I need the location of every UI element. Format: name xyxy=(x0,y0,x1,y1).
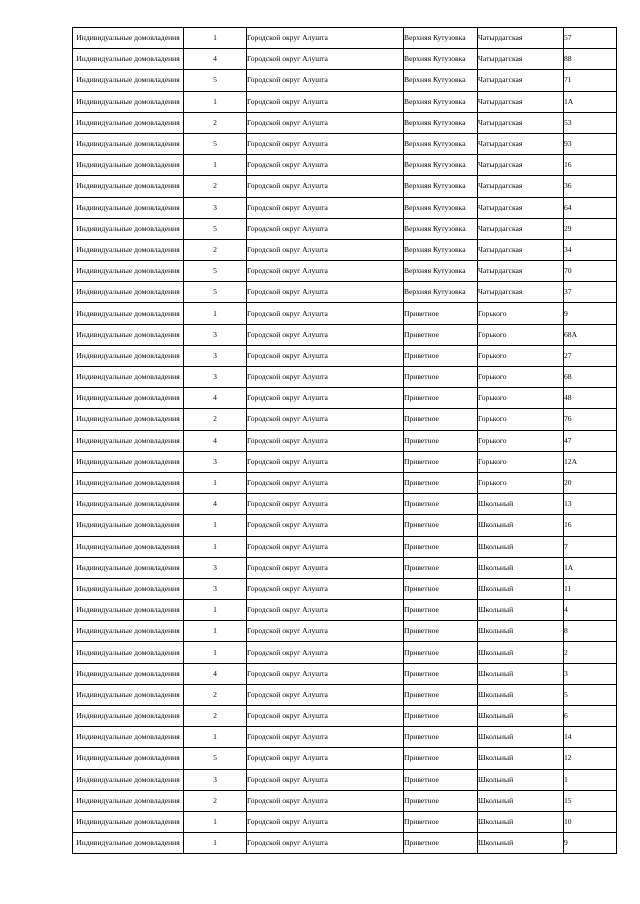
street-cell: Чатырдагская xyxy=(478,155,564,176)
table-row xyxy=(73,727,617,748)
municipality-cell: Городской округ Алушта xyxy=(247,600,404,621)
house-number-cell: 37 xyxy=(564,282,617,303)
street-cell: Горького xyxy=(478,367,564,388)
street-cell: Школьный xyxy=(478,600,564,621)
municipality-cell: Городской округ Алушта xyxy=(247,239,404,260)
locality-cell: Верхняя Кутузовка xyxy=(404,28,478,49)
house-number-cell: 47 xyxy=(564,430,617,451)
housing-table xyxy=(72,27,617,854)
municipality-cell: Городской округ Алушта xyxy=(247,345,404,366)
count-cell: 3 xyxy=(184,367,247,388)
table-row xyxy=(73,239,617,260)
count-cell: 5 xyxy=(184,218,247,239)
locality-cell: Верхняя Кутузовка xyxy=(404,133,478,154)
house-number-cell: 10 xyxy=(564,811,617,832)
count-cell: 1 xyxy=(184,833,247,854)
street-cell: Чатырдагская xyxy=(478,282,564,303)
count-cell: 5 xyxy=(184,748,247,769)
street-cell: Школьный xyxy=(478,578,564,599)
count-cell: 2 xyxy=(184,176,247,197)
table-row xyxy=(73,706,617,727)
street-cell: Школьный xyxy=(478,663,564,684)
locality-cell: Приветное xyxy=(404,536,478,557)
street-cell: Горького xyxy=(478,409,564,430)
house-number-cell: 76 xyxy=(564,409,617,430)
housing-type-cell: Индивидуальные домовладения xyxy=(73,621,184,642)
table-row xyxy=(73,324,617,345)
locality-cell: Приветное xyxy=(404,472,478,493)
house-number-cell: 6 xyxy=(564,706,617,727)
municipality-cell: Городской округ Алушта xyxy=(247,430,404,451)
count-cell: 4 xyxy=(184,663,247,684)
street-cell: Школьный xyxy=(478,833,564,854)
house-number-cell: 20 xyxy=(564,472,617,493)
table-row xyxy=(73,621,617,642)
housing-type-cell: Индивидуальные домовладения xyxy=(73,684,184,705)
house-number-cell: 13 xyxy=(564,494,617,515)
count-cell: 2 xyxy=(184,409,247,430)
house-number-cell: 11 xyxy=(564,578,617,599)
municipality-cell: Городской округ Алушта xyxy=(247,621,404,642)
housing-type-cell: Индивидуальные домовладения xyxy=(73,91,184,112)
street-cell: Чатырдагская xyxy=(478,197,564,218)
municipality-cell: Городской округ Алушта xyxy=(247,494,404,515)
house-number-cell: 71 xyxy=(564,70,617,91)
table-row xyxy=(73,261,617,282)
count-cell: 3 xyxy=(184,769,247,790)
housing-type-cell: Индивидуальные домовладения xyxy=(73,600,184,621)
housing-type-cell: Индивидуальные домовладения xyxy=(73,388,184,409)
table-row xyxy=(73,49,617,70)
count-cell: 4 xyxy=(184,388,247,409)
housing-type-cell: Индивидуальные домовладения xyxy=(73,218,184,239)
locality-cell: Приветное xyxy=(404,769,478,790)
municipality-cell: Городской округ Алушта xyxy=(247,197,404,218)
housing-type-cell: Индивидуальные домовладения xyxy=(73,133,184,154)
municipality-cell: Городской округ Алушта xyxy=(247,684,404,705)
locality-cell: Приветное xyxy=(404,451,478,472)
locality-cell: Приветное xyxy=(404,790,478,811)
housing-type-cell: Индивидуальные домовладения xyxy=(73,367,184,388)
street-cell: Школьный xyxy=(478,727,564,748)
table-row xyxy=(73,494,617,515)
locality-cell: Приветное xyxy=(404,430,478,451)
house-number-cell: 7 xyxy=(564,536,617,557)
house-number-cell: 8 xyxy=(564,621,617,642)
municipality-cell: Городской округ Алушта xyxy=(247,388,404,409)
municipality-cell: Городской округ Алушта xyxy=(247,790,404,811)
count-cell: 1 xyxy=(184,600,247,621)
municipality-cell: Городской округ Алушта xyxy=(247,367,404,388)
municipality-cell: Городской округ Алушта xyxy=(247,409,404,430)
street-cell: Горького xyxy=(478,388,564,409)
housing-type-cell: Индивидуальные домовладения xyxy=(73,49,184,70)
locality-cell: Верхняя Кутузовка xyxy=(404,112,478,133)
house-number-cell: 9 xyxy=(564,303,617,324)
count-cell: 3 xyxy=(184,578,247,599)
table-row xyxy=(73,112,617,133)
house-number-cell: 12 xyxy=(564,748,617,769)
housing-type-cell: Индивидуальные домовладения xyxy=(73,833,184,854)
housing-type-cell: Индивидуальные домовладения xyxy=(73,451,184,472)
house-number-cell: 64 xyxy=(564,197,617,218)
housing-type-cell: Индивидуальные домовладения xyxy=(73,409,184,430)
table-row xyxy=(73,790,617,811)
locality-cell: Приветное xyxy=(404,303,478,324)
street-cell: Горького xyxy=(478,451,564,472)
table-row xyxy=(73,282,617,303)
street-cell: Чатырдагская xyxy=(478,91,564,112)
table-row xyxy=(73,811,617,832)
house-number-cell: 57 xyxy=(564,28,617,49)
count-cell: 1 xyxy=(184,621,247,642)
street-cell: Школьный xyxy=(478,557,564,578)
count-cell: 1 xyxy=(184,472,247,493)
table-row xyxy=(73,748,617,769)
locality-cell: Приветное xyxy=(404,324,478,345)
housing-type-cell: Индивидуальные домовладения xyxy=(73,70,184,91)
table-row xyxy=(73,197,617,218)
street-cell: Горького xyxy=(478,303,564,324)
table-row xyxy=(73,769,617,790)
housing-type-cell: Индивидуальные домовладения xyxy=(73,472,184,493)
table-row xyxy=(73,833,617,854)
locality-cell: Приветное xyxy=(404,494,478,515)
count-cell: 5 xyxy=(184,282,247,303)
street-cell: Школьный xyxy=(478,769,564,790)
municipality-cell: Городской округ Алушта xyxy=(247,663,404,684)
municipality-cell: Городской округ Алушта xyxy=(247,261,404,282)
street-cell: Чатырдагская xyxy=(478,261,564,282)
housing-type-cell: Индивидуальные домовладения xyxy=(73,303,184,324)
street-cell: Чатырдагская xyxy=(478,49,564,70)
count-cell: 1 xyxy=(184,727,247,748)
locality-cell: Приветное xyxy=(404,578,478,599)
count-cell: 1 xyxy=(184,515,247,536)
count-cell: 4 xyxy=(184,430,247,451)
count-cell: 2 xyxy=(184,112,247,133)
locality-cell: Верхняя Кутузовка xyxy=(404,218,478,239)
housing-type-cell: Индивидуальные домовладения xyxy=(73,578,184,599)
house-number-cell: 68А xyxy=(564,324,617,345)
locality-cell: Приветное xyxy=(404,833,478,854)
table-row xyxy=(73,600,617,621)
table-row xyxy=(73,515,617,536)
housing-type-cell: Индивидуальные домовладения xyxy=(73,494,184,515)
count-cell: 2 xyxy=(184,790,247,811)
table-row xyxy=(73,409,617,430)
table-row xyxy=(73,176,617,197)
table-row xyxy=(73,536,617,557)
housing-type-cell: Индивидуальные домовладения xyxy=(73,239,184,260)
municipality-cell: Городской округ Алушта xyxy=(247,515,404,536)
locality-cell: Верхняя Кутузовка xyxy=(404,70,478,91)
table-row xyxy=(73,557,617,578)
house-number-cell: 16 xyxy=(564,515,617,536)
municipality-cell: Городской округ Алушта xyxy=(247,70,404,91)
municipality-cell: Городской округ Алушта xyxy=(247,727,404,748)
housing-type-cell: Индивидуальные домовладения xyxy=(73,112,184,133)
table-row xyxy=(73,303,617,324)
street-cell: Чатырдагская xyxy=(478,112,564,133)
count-cell: 1 xyxy=(184,536,247,557)
municipality-cell: Городской округ Алушта xyxy=(247,536,404,557)
street-cell: Горького xyxy=(478,324,564,345)
housing-type-cell: Индивидуальные домовладения xyxy=(73,176,184,197)
house-number-cell: 4 xyxy=(564,600,617,621)
table-row xyxy=(73,133,617,154)
locality-cell: Приветное xyxy=(404,600,478,621)
street-cell: Чатырдагская xyxy=(478,239,564,260)
table-row xyxy=(73,642,617,663)
count-cell: 5 xyxy=(184,133,247,154)
house-number-cell: 88 xyxy=(564,49,617,70)
locality-cell: Приветное xyxy=(404,388,478,409)
locality-cell: Верхняя Кутузовка xyxy=(404,239,478,260)
house-number-cell: 36 xyxy=(564,176,617,197)
locality-cell: Приветное xyxy=(404,367,478,388)
table-row xyxy=(73,472,617,493)
count-cell: 1 xyxy=(184,155,247,176)
count-cell: 4 xyxy=(184,494,247,515)
housing-type-cell: Индивидуальные домовладения xyxy=(73,536,184,557)
count-cell: 1 xyxy=(184,28,247,49)
locality-cell: Приветное xyxy=(404,409,478,430)
municipality-cell: Городской округ Алушта xyxy=(247,282,404,303)
housing-type-cell: Индивидуальные домовладения xyxy=(73,769,184,790)
street-cell: Школьный xyxy=(478,515,564,536)
municipality-cell: Городской округ Алушта xyxy=(247,811,404,832)
locality-cell: Верхняя Кутузовка xyxy=(404,282,478,303)
municipality-cell: Городской округ Алушта xyxy=(247,706,404,727)
count-cell: 2 xyxy=(184,706,247,727)
count-cell: 5 xyxy=(184,70,247,91)
municipality-cell: Городской округ Алушта xyxy=(247,133,404,154)
municipality-cell: Городской округ Алушта xyxy=(247,451,404,472)
housing-type-cell: Индивидуальные домовладения xyxy=(73,790,184,811)
municipality-cell: Городской округ Алушта xyxy=(247,472,404,493)
housing-type-cell: Индивидуальные домовладения xyxy=(73,155,184,176)
locality-cell: Приветное xyxy=(404,557,478,578)
municipality-cell: Городской округ Алушта xyxy=(247,303,404,324)
municipality-cell: Городской округ Алушта xyxy=(247,155,404,176)
house-number-cell: 29 xyxy=(564,218,617,239)
house-number-cell: 70 xyxy=(564,261,617,282)
locality-cell: Приветное xyxy=(404,748,478,769)
housing-type-cell: Индивидуальные домовладения xyxy=(73,642,184,663)
house-number-cell: 48 xyxy=(564,388,617,409)
street-cell: Горького xyxy=(478,430,564,451)
house-number-cell: 16 xyxy=(564,155,617,176)
table-row xyxy=(73,155,617,176)
street-cell: Школьный xyxy=(478,494,564,515)
locality-cell: Приветное xyxy=(404,621,478,642)
locality-cell: Приветное xyxy=(404,642,478,663)
street-cell: Школьный xyxy=(478,811,564,832)
street-cell: Чатырдагская xyxy=(478,176,564,197)
table-row xyxy=(73,578,617,599)
house-number-cell: 1А xyxy=(564,557,617,578)
table-row xyxy=(73,218,617,239)
housing-type-cell: Индивидуальные домовладения xyxy=(73,324,184,345)
table-row xyxy=(73,663,617,684)
locality-cell: Приветное xyxy=(404,727,478,748)
street-cell: Школьный xyxy=(478,536,564,557)
housing-type-cell: Индивидуальные домовладения xyxy=(73,345,184,366)
street-cell: Школьный xyxy=(478,642,564,663)
housing-type-cell: Индивидуальные домовладения xyxy=(73,811,184,832)
housing-type-cell: Индивидуальные домовладения xyxy=(73,663,184,684)
municipality-cell: Городской округ Алушта xyxy=(247,642,404,663)
table-row xyxy=(73,451,617,472)
municipality-cell: Городской округ Алушта xyxy=(247,833,404,854)
house-number-cell: 53 xyxy=(564,112,617,133)
housing-type-cell: Индивидуальные домовладения xyxy=(73,748,184,769)
count-cell: 2 xyxy=(184,684,247,705)
street-cell: Чатырдагская xyxy=(478,28,564,49)
locality-cell: Приветное xyxy=(404,515,478,536)
table-row xyxy=(73,684,617,705)
house-number-cell: 3 xyxy=(564,663,617,684)
street-cell: Школьный xyxy=(478,684,564,705)
street-cell: Школьный xyxy=(478,748,564,769)
count-cell: 3 xyxy=(184,197,247,218)
count-cell: 1 xyxy=(184,91,247,112)
street-cell: Школьный xyxy=(478,621,564,642)
table-row xyxy=(73,28,617,49)
count-cell: 2 xyxy=(184,239,247,260)
housing-type-cell: Индивидуальные домовладения xyxy=(73,515,184,536)
table-row xyxy=(73,91,617,112)
table-row xyxy=(73,430,617,451)
municipality-cell: Городской округ Алушта xyxy=(247,769,404,790)
house-number-cell: 2 xyxy=(564,642,617,663)
locality-cell: Верхняя Кутузовка xyxy=(404,261,478,282)
house-number-cell: 1 xyxy=(564,769,617,790)
housing-type-cell: Индивидуальные домовладения xyxy=(73,557,184,578)
count-cell: 3 xyxy=(184,324,247,345)
street-cell: Горького xyxy=(478,345,564,366)
table-row xyxy=(73,367,617,388)
house-number-cell: 34 xyxy=(564,239,617,260)
housing-type-cell: Индивидуальные домовладения xyxy=(73,28,184,49)
locality-cell: Приветное xyxy=(404,706,478,727)
municipality-cell: Городской округ Алушта xyxy=(247,557,404,578)
housing-type-cell: Индивидуальные домовладения xyxy=(73,727,184,748)
locality-cell: Приветное xyxy=(404,684,478,705)
house-number-cell: 5 xyxy=(564,684,617,705)
street-cell: Чатырдагская xyxy=(478,133,564,154)
house-number-cell: 9 xyxy=(564,833,617,854)
street-cell: Горького xyxy=(478,472,564,493)
house-number-cell: 68 xyxy=(564,367,617,388)
locality-cell: Верхняя Кутузовка xyxy=(404,49,478,70)
count-cell: 3 xyxy=(184,451,247,472)
count-cell: 3 xyxy=(184,345,247,366)
housing-type-cell: Индивидуальные домовладения xyxy=(73,261,184,282)
house-number-cell: 1А xyxy=(564,91,617,112)
locality-cell: Верхняя Кутузовка xyxy=(404,91,478,112)
house-number-cell: 15 xyxy=(564,790,617,811)
count-cell: 1 xyxy=(184,811,247,832)
locality-cell: Приветное xyxy=(404,663,478,684)
municipality-cell: Городской округ Алушта xyxy=(247,578,404,599)
municipality-cell: Городской округ Алушта xyxy=(247,28,404,49)
street-cell: Школьный xyxy=(478,706,564,727)
municipality-cell: Городской округ Алушта xyxy=(247,176,404,197)
housing-type-cell: Индивидуальные домовладения xyxy=(73,430,184,451)
count-cell: 1 xyxy=(184,642,247,663)
house-number-cell: 93 xyxy=(564,133,617,154)
house-number-cell: 12А xyxy=(564,451,617,472)
table-row xyxy=(73,388,617,409)
count-cell: 1 xyxy=(184,303,247,324)
locality-cell: Верхняя Кутузовка xyxy=(404,197,478,218)
housing-type-cell: Индивидуальные домовладения xyxy=(73,282,184,303)
count-cell: 5 xyxy=(184,261,247,282)
count-cell: 4 xyxy=(184,49,247,70)
municipality-cell: Городской округ Алушта xyxy=(247,748,404,769)
street-cell: Школьный xyxy=(478,790,564,811)
table-row xyxy=(73,345,617,366)
municipality-cell: Городской округ Алушта xyxy=(247,91,404,112)
locality-cell: Верхняя Кутузовка xyxy=(404,155,478,176)
locality-cell: Верхняя Кутузовка xyxy=(404,176,478,197)
street-cell: Чатырдагская xyxy=(478,70,564,91)
municipality-cell: Городской округ Алушта xyxy=(247,218,404,239)
housing-type-cell: Индивидуальные домовладения xyxy=(73,197,184,218)
table-row xyxy=(73,70,617,91)
table-body xyxy=(73,28,617,854)
street-cell: Чатырдагская xyxy=(478,218,564,239)
locality-cell: Приветное xyxy=(404,811,478,832)
count-cell: 3 xyxy=(184,557,247,578)
house-number-cell: 14 xyxy=(564,727,617,748)
locality-cell: Приветное xyxy=(404,345,478,366)
municipality-cell: Городской округ Алушта xyxy=(247,49,404,70)
municipality-cell: Городской округ Алушта xyxy=(247,324,404,345)
housing-type-cell: Индивидуальные домовладения xyxy=(73,706,184,727)
municipality-cell: Городской округ Алушта xyxy=(247,112,404,133)
house-number-cell: 27 xyxy=(564,345,617,366)
